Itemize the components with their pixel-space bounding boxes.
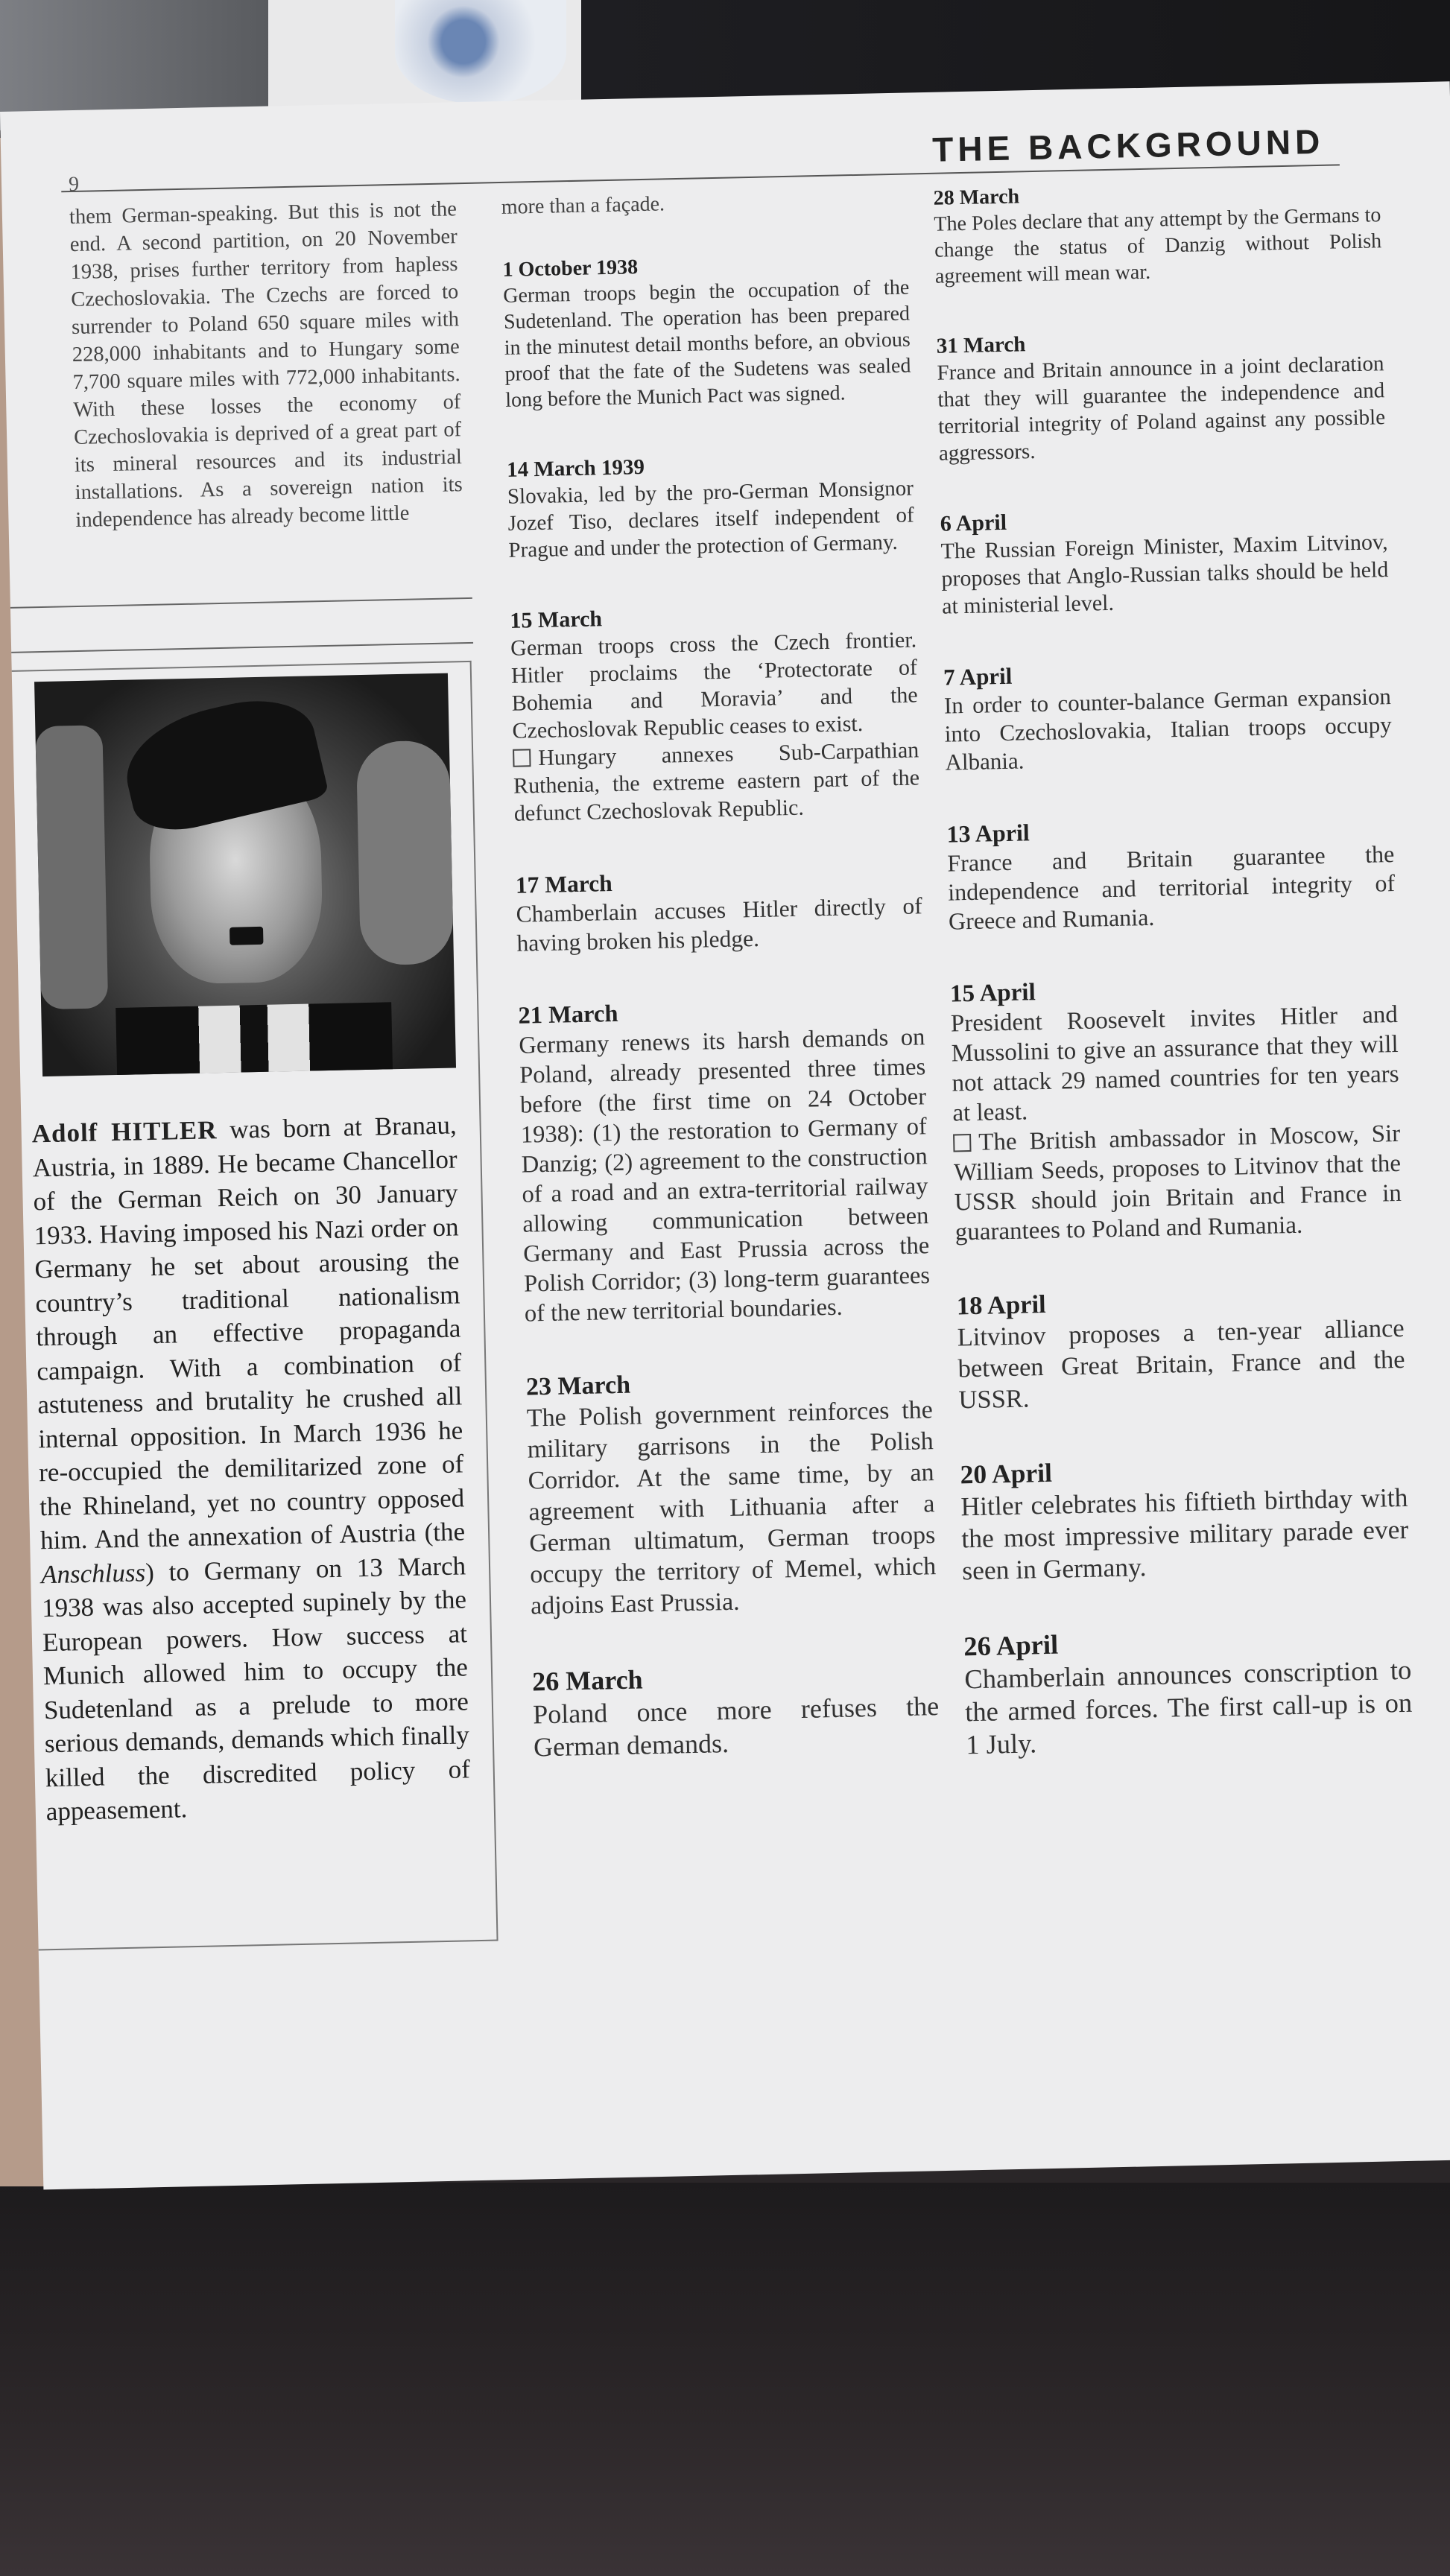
- entry-date: 18 April: [956, 1289, 1047, 1321]
- column-middle: [501, 186, 940, 1807]
- background-figure: [356, 740, 454, 966]
- entry-date: 7 April: [943, 662, 1013, 691]
- timeline-entry: [507, 448, 915, 563]
- biography-text: [31, 1108, 471, 1828]
- background-bottom: [0, 2183, 1450, 2576]
- checkbox-icon: [513, 749, 531, 767]
- page-number: 9: [68, 172, 80, 197]
- entry-text: Poland once more refuses the German demands.: [532, 1691, 940, 1763]
- entry-text: Slovakia, led by the pro-German Monsignor Jozef Tiso, declares itself independent of Prague and under the protection of Germany.: [507, 476, 914, 562]
- entry-date: 14 March 1939: [506, 454, 645, 482]
- entry-text: The Polish government reinforces the military garrisons in the Polish Corridor. At the same time, by an agreement with Lithuania after a German ultimatum, German troops occupy the territory of Memel, which adjoins East Prussia.: [526, 1396, 937, 1620]
- entry-text: Chamberlain announces conscription to the armed forces. The first call-up is on 1 July.: [963, 1654, 1413, 1760]
- continued-text: more than a façade.: [501, 192, 665, 219]
- timeline-entry: [960, 1450, 1409, 1587]
- timeline-entry: [936, 323, 1386, 467]
- book-page: [0, 81, 1450, 2189]
- entry-text: German troops cross the Czech frontier. Hitler proclaims the ‘Protectorate of Bohemia and Moravia’ and the Czechoslovak Republic ceases to exist.: [510, 627, 919, 743]
- biography-body: was born at Branau, Austria, in 1889. He became Chancellor of the German Reich on 30 January 1933. Having imposed his Nazi order on Germany he set about arousing the country’s traditional nationalism through an effective propaganda campaign. With a combination of astuteness and brutality he crushed all internal opposition. In March 1936 he re-occupied the demilitarized zone of the Rhineland, yet no country opposed him. And the annexation of Austria (the: [32, 1110, 466, 1555]
- entry-text: Hitler celebrates his fiftieth birthday with the most impressive military parade ever seen in Germany.: [960, 1482, 1409, 1586]
- portrait-photo: [34, 673, 456, 1077]
- divider: [11, 642, 473, 653]
- entry-text: German troops begin the occupation of the Sudetenland. The operation has been prepared in the minutest detail months before, an obvious proof that the fate of the Sudetens was sealed long before the Munich Pact was signed.: [503, 276, 911, 412]
- entry-date: 26 April: [963, 1628, 1059, 1662]
- entry-text: The Russian Foreign Minister, Maxim Litvinov, proposes that Anglo-Russian talks should be held at ministerial level.: [940, 530, 1389, 619]
- entry-date: 21 March: [518, 1000, 618, 1030]
- checkbox-icon: [953, 1134, 971, 1152]
- entry-text: Chamberlain accuses Hitler directly of having broken his pledge.: [516, 892, 922, 957]
- entry-date: 17 March: [515, 870, 613, 898]
- timeline-entry: [956, 1281, 1405, 1416]
- entry-date: 15 April: [949, 979, 1036, 1008]
- timeline-entry: [950, 970, 1402, 1247]
- timeline-entry: [946, 810, 1396, 936]
- timeline-entry: [532, 1657, 940, 1763]
- entry-text: The British ambassador in Moscow, Sir William Seeds, proposes to Litvinov that the USSR should join Britain and France in guarantees to Poland and Rumania.: [953, 1120, 1402, 1246]
- entry-date: 31 March: [936, 332, 1026, 358]
- column-left: [69, 195, 463, 534]
- entry-date: 13 April: [946, 819, 1030, 848]
- biography-body: ) to Germany on 13 March 1938 was also accepted supinely by the European powers. How success at Munich allowed him to occupy the Sudetenland as a prelude to more serious demands, demands which finally killed the discredited policy of appeasement.: [41, 1550, 471, 1827]
- timeline-entry: [526, 1363, 937, 1622]
- timeline-entry: [515, 862, 922, 957]
- portrait-moustache: [229, 927, 263, 945]
- timeline-entry: [940, 501, 1389, 621]
- entry-date: 26 March: [531, 1664, 643, 1697]
- portrait-collar: [115, 1002, 393, 1076]
- biography-italic: Anschluss: [40, 1557, 146, 1589]
- entry-date: 23 March: [525, 1371, 631, 1401]
- timeline-entry: [933, 176, 1382, 290]
- entry-text: Hungary annexes Sub-Carpathian Ruthenia, the extreme eastern part of the defunct Czechoslovak Republic.: [513, 737, 920, 826]
- porcelain-cup-image: [395, 0, 566, 104]
- timeline-entry: [502, 249, 911, 413]
- divider: [10, 597, 472, 609]
- timeline-entry: [963, 1621, 1413, 1762]
- timeline-entry: [943, 654, 1393, 777]
- entry-text: Litvinov proposes a ten-year alliance between Great Britain, France and the USSR.: [957, 1313, 1405, 1415]
- timeline-entry: [518, 992, 931, 1328]
- entry-text: The Poles declare that any attempt by the Germans to change the status of Danzig without Polish agreement will mean war.: [934, 203, 1382, 288]
- biography-name: Adolf HITLER: [31, 1115, 218, 1149]
- background-figure: [35, 725, 108, 1009]
- section-title: THE BACKGROUND: [931, 121, 1325, 169]
- column-right: [933, 176, 1413, 1804]
- biography-box: [12, 661, 498, 1951]
- entry-date: 28 March: [933, 185, 1020, 210]
- entry-date: 1 October 1938: [502, 256, 639, 282]
- entry-text: Germany renews its harsh demands on Poland, already presented three times before (the first time on 24 October 1938): (1) the restoration to Germany of Danzig; (2) agreement to the construction of a road and an extra-territorial railway allowing communication between Germany and East Prussia across the Polish Corridor; (3) long-term guarantees of the new territorial boundaries.: [519, 1024, 931, 1327]
- entry-date: 15 March: [510, 606, 603, 633]
- timeline-entry: [510, 598, 920, 827]
- entry-text: In order to counter-balance German expansion into Czechoslovakia, Italian troops occupy Albania.: [943, 683, 1393, 775]
- entry-date: 6 April: [940, 510, 1007, 536]
- entry-date: 20 April: [960, 1457, 1053, 1490]
- entry-text: President Roosevelt invites Hitler and Mussolini to give an assurance that they will not attack 29 named countries for ten years at least.: [950, 1000, 1399, 1127]
- entry-text: France and Britain announce in a joint declaration that they will guarantee the independence and territorial integrity of Poland against any possible aggressors.: [937, 352, 1386, 466]
- entry-text: France and Britain guarantee the independence and territorial integrity of Greece and Rumania.: [947, 840, 1396, 935]
- continued-paragraph: them German-speaking. But this is not the end. A second partition, on 20 November 1938, prises further territory from hapless Czechoslovakia. The Czechs are forced to surrender to Poland 650 square miles with 228,000 inhabitants and to Hungary some 7,700 square miles with 772,000 inhabitants. With these losses the economy of Czechoslovakia is deprived of a great part of its mineral resources and its industrial installations. As a sovereign nation its independence has already become little: [69, 197, 463, 532]
